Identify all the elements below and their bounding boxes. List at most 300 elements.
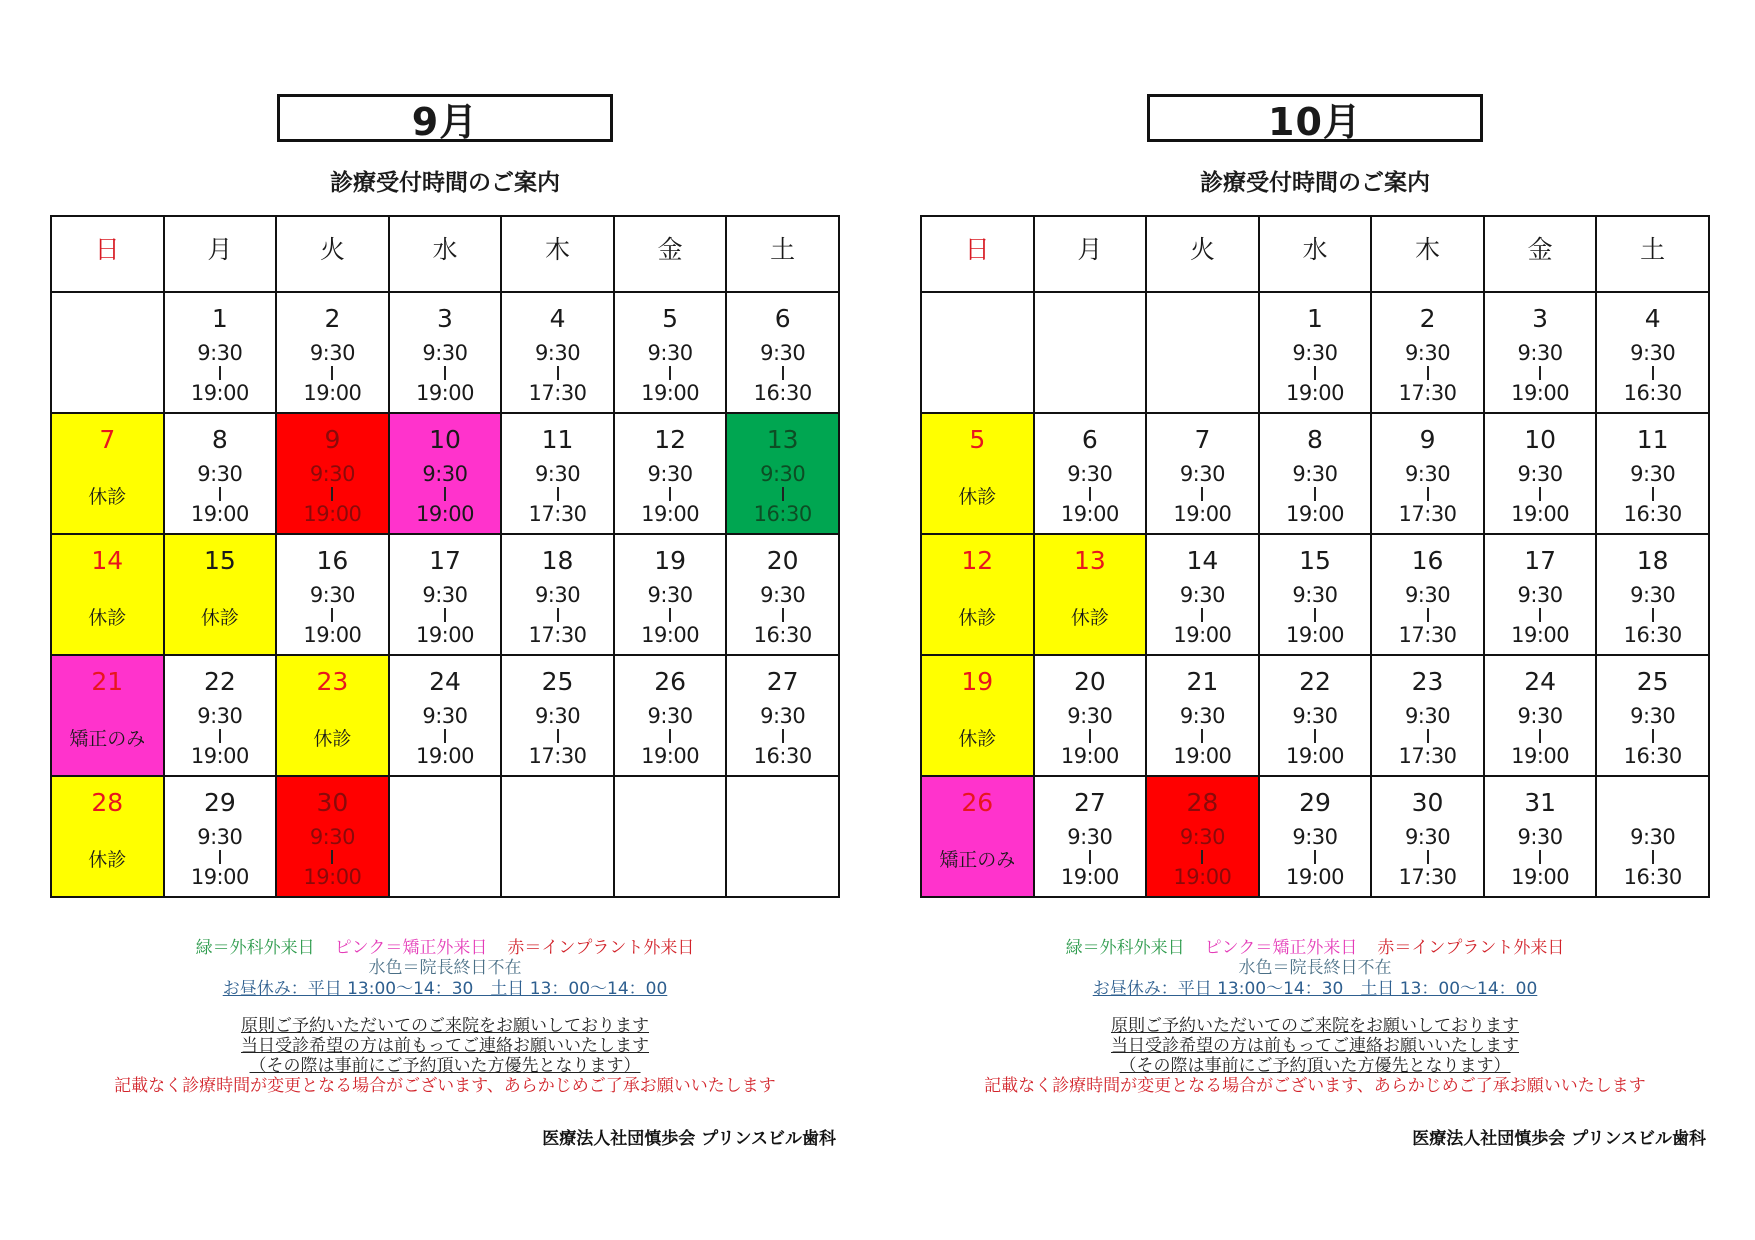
- day-number: 11: [1636, 425, 1669, 454]
- day-number: 27: [1073, 788, 1106, 817]
- open-time: 9:30: [534, 704, 581, 728]
- time-range-separator: [1314, 608, 1316, 622]
- day-cell: [1596, 776, 1709, 897]
- day-cell: [1371, 534, 1484, 655]
- day-cell: [1259, 655, 1372, 776]
- day-cell: [1484, 655, 1597, 776]
- open-time: 9:30: [647, 704, 693, 728]
- close-time: 19:00: [641, 502, 700, 526]
- day-number: 27: [766, 667, 799, 696]
- close-time: 19:00: [1060, 502, 1119, 526]
- day-cell: [51, 413, 164, 534]
- day-number: 6: [1081, 425, 1098, 454]
- day-number: 15: [1299, 546, 1331, 575]
- day-number: 25: [541, 667, 574, 696]
- time-range-separator: [1652, 366, 1654, 380]
- calendar-week-row: [51, 776, 839, 897]
- time-range-separator: [1089, 850, 1091, 864]
- day-number: 17: [429, 546, 461, 575]
- time-range-separator: [219, 729, 221, 743]
- day-cell: [1034, 413, 1147, 534]
- close-time: 19:00: [1173, 865, 1232, 889]
- close-time: 19:00: [641, 744, 700, 768]
- open-time: 9:30: [1630, 825, 1676, 849]
- time-range-separator: [219, 366, 221, 380]
- close-time: 19:00: [415, 623, 474, 647]
- day-cell: [164, 534, 277, 655]
- close-time: 19:00: [1511, 623, 1570, 647]
- close-time: 19:00: [415, 502, 474, 526]
- day-cell: [1371, 776, 1484, 897]
- open-time: 9:30: [1404, 462, 1451, 486]
- close-time: 16:30: [753, 381, 812, 405]
- day-cell: [1484, 776, 1597, 897]
- close-time: 19:00: [303, 865, 362, 889]
- day-cell: [276, 776, 389, 897]
- weekday-header: 水: [1259, 216, 1372, 292]
- open-time: 9:30: [647, 462, 693, 486]
- legend-pink: ピンク＝矯正外来日: [1204, 938, 1358, 958]
- open-time: 9:30: [1517, 825, 1563, 849]
- open-time: 9:30: [1630, 704, 1676, 728]
- close-time: 19:00: [1173, 502, 1232, 526]
- day-number: 10: [429, 425, 461, 454]
- close-time: 19:00: [1285, 381, 1344, 405]
- day-number: 23: [316, 667, 349, 696]
- day-cell: [1146, 534, 1259, 655]
- day-cell: [1371, 413, 1484, 534]
- time-range-separator: [1089, 487, 1091, 501]
- page-subtitle: 診療受付時間のご案内: [330, 170, 560, 196]
- day-cell: [1596, 292, 1709, 413]
- empty-day-cell: [614, 776, 727, 897]
- day-cell: [614, 413, 727, 534]
- day-number: 7: [1194, 425, 1211, 454]
- day-cell: [1484, 292, 1597, 413]
- day-number: 2: [324, 304, 341, 333]
- calendar-table: [50, 215, 840, 898]
- day-cell: [921, 413, 1034, 534]
- day-number: 26: [961, 788, 994, 817]
- open-time: 9:30: [1292, 704, 1338, 728]
- open-time: 9:30: [309, 341, 355, 365]
- weekday-header: 金: [1484, 216, 1597, 292]
- time-range-separator: [669, 608, 671, 622]
- calendar-week-row: [921, 534, 1709, 655]
- calendar-week-row: [921, 292, 1709, 413]
- day-number: 13: [1073, 546, 1106, 575]
- close-time: 19:00: [190, 865, 249, 889]
- day-cell: [164, 413, 277, 534]
- close-time: 19:00: [1511, 381, 1570, 405]
- day-cell: [51, 534, 164, 655]
- open-time: 9:30: [197, 462, 243, 486]
- open-time: 9:30: [197, 341, 243, 365]
- closed-label: 休診: [88, 486, 127, 508]
- close-time: 19:00: [303, 502, 362, 526]
- day-number: 19: [654, 546, 686, 575]
- day-cell: [726, 413, 839, 534]
- closed-label: 矯正のみ: [939, 849, 1016, 871]
- time-range-separator: [557, 608, 559, 622]
- lunch-break-note: お昼休み：平日 13:00～14：30 土日 13：00～14：00: [1092, 979, 1538, 999]
- day-number: 18: [1636, 546, 1669, 575]
- open-time: 9:30: [1292, 462, 1338, 486]
- close-time: 16:30: [1623, 623, 1682, 647]
- day-cell: [614, 655, 727, 776]
- reservation-note: 原則ご予約いただいてのご来院をお願いしております: [241, 1016, 649, 1036]
- day-number: 28: [1186, 788, 1219, 817]
- legend-green: 緑＝外科外来日: [195, 938, 315, 958]
- open-time: 9:30: [1517, 462, 1563, 486]
- day-cell: [1146, 776, 1259, 897]
- time-range-separator: [1201, 729, 1203, 743]
- open-time: 9:30: [1404, 341, 1451, 365]
- day-number: 29: [1299, 788, 1331, 817]
- open-time: 9:30: [1630, 341, 1676, 365]
- day-number: 18: [541, 546, 574, 575]
- day-number: 25: [1636, 667, 1669, 696]
- closed-label: 休診: [958, 486, 997, 508]
- time-range-separator: [219, 487, 221, 501]
- day-number: 29: [203, 788, 236, 817]
- open-time: 9:30: [1179, 825, 1225, 849]
- month-title: 9月: [277, 94, 613, 142]
- weekday-header: 日: [921, 216, 1034, 292]
- close-time: 19:00: [1285, 744, 1344, 768]
- time-range-separator: [444, 608, 446, 622]
- day-cell: [501, 292, 614, 413]
- day-number: 30: [1411, 788, 1444, 817]
- same-day-note: 当日受診希望の方は前もってご連絡お願いいたします: [1111, 1036, 1519, 1056]
- close-time: 19:00: [190, 502, 249, 526]
- weekday-header: 木: [501, 216, 614, 292]
- calendar-panel-october: [920, 0, 1710, 1240]
- open-time: 9:30: [197, 704, 243, 728]
- empty-day-cell: [726, 776, 839, 897]
- close-time: 19:00: [641, 623, 700, 647]
- month-title: 10月: [1147, 94, 1483, 142]
- close-time: 17:30: [1398, 623, 1457, 647]
- open-time: 9:30: [309, 462, 355, 486]
- change-warning: 記載なく診療時間が変更となる場合がございます、あらかじめご了承お願いいたします: [114, 1076, 776, 1096]
- empty-day-cell: [1146, 292, 1259, 413]
- day-cell: [276, 655, 389, 776]
- time-range-separator: [669, 487, 671, 501]
- day-number: 16: [1411, 546, 1444, 575]
- clinic-name: 医療法人社団慎歩会 プリンスビル歯科: [1412, 1129, 1706, 1149]
- close-time: 19:00: [415, 381, 474, 405]
- day-number: 20: [766, 546, 799, 575]
- day-number: 7: [99, 425, 116, 454]
- day-number: 9: [324, 425, 341, 454]
- calendar-panel-september: [50, 0, 840, 1240]
- day-number: 9: [1419, 425, 1436, 454]
- open-time: 9:30: [1517, 583, 1563, 607]
- day-cell: [1371, 655, 1484, 776]
- day-cell: [1034, 655, 1147, 776]
- day-cell: [1596, 534, 1709, 655]
- open-time: 9:30: [1404, 825, 1451, 849]
- open-time: 9:30: [534, 462, 581, 486]
- weekday-header: 木: [1371, 216, 1484, 292]
- color-legend: [920, 938, 1710, 958]
- time-range-separator: [1539, 366, 1541, 380]
- day-cell: [389, 655, 502, 776]
- close-time: 16:30: [753, 502, 812, 526]
- calendar-table: [920, 215, 1710, 898]
- close-time: 19:00: [1511, 865, 1570, 889]
- day-cell: [164, 292, 277, 413]
- time-range-separator: [782, 729, 784, 743]
- day-cell: [501, 655, 614, 776]
- day-cell: [276, 534, 389, 655]
- legend-red: 赤＝インプラント外来日: [507, 938, 695, 958]
- close-time: 19:00: [1511, 744, 1570, 768]
- weekday-header: 月: [1034, 216, 1147, 292]
- calendar-week-row: [51, 655, 839, 776]
- time-range-separator: [219, 850, 221, 864]
- close-time: 19:00: [1285, 623, 1344, 647]
- day-number: 30: [316, 788, 349, 817]
- day-cell: [921, 776, 1034, 897]
- day-number: 14: [91, 546, 124, 575]
- day-number: 3: [1532, 304, 1549, 333]
- time-range-separator: [557, 366, 559, 380]
- time-range-separator: [669, 366, 671, 380]
- calendar-week-row: [51, 413, 839, 534]
- page-subtitle: 診療受付時間のご案内: [1200, 170, 1430, 196]
- time-range-separator: [669, 729, 671, 743]
- open-time: 9:30: [1292, 341, 1338, 365]
- close-time: 17:30: [528, 502, 587, 526]
- time-range-separator: [1314, 366, 1316, 380]
- open-time: 9:30: [1067, 704, 1113, 728]
- open-time: 9:30: [1179, 583, 1225, 607]
- day-number: 12: [654, 425, 686, 454]
- legend-pink: ピンク＝矯正外来日: [334, 938, 488, 958]
- day-number: 6: [774, 304, 791, 333]
- day-cell: [1596, 413, 1709, 534]
- notes-block: [50, 938, 840, 1096]
- notes-block: [920, 938, 1710, 1096]
- close-time: 16:30: [1623, 502, 1682, 526]
- day-cell: [1259, 413, 1372, 534]
- day-number: 26: [654, 667, 686, 696]
- day-cell: [276, 292, 389, 413]
- time-range-separator: [1427, 608, 1429, 622]
- day-number: 31: [1524, 788, 1556, 817]
- day-cell: [1146, 655, 1259, 776]
- close-time: 17:30: [1398, 381, 1457, 405]
- time-range-separator: [782, 487, 784, 501]
- time-range-separator: [1539, 729, 1541, 743]
- day-number: 8: [211, 425, 228, 454]
- day-number: 24: [1524, 667, 1556, 696]
- calendar-week-row: [921, 655, 1709, 776]
- day-cell: [614, 292, 727, 413]
- weekday-header: 月: [164, 216, 277, 292]
- open-time: 9:30: [760, 462, 806, 486]
- weekday-header: 日: [51, 216, 164, 292]
- day-number: 22: [1299, 667, 1331, 696]
- open-time: 9:30: [647, 583, 693, 607]
- day-number: 1: [1307, 304, 1323, 333]
- day-number: 8: [1307, 425, 1323, 454]
- day-number: 24: [429, 667, 461, 696]
- closed-label: 矯正のみ: [69, 728, 146, 750]
- time-range-separator: [1427, 487, 1429, 501]
- open-time: 9:30: [760, 583, 806, 607]
- close-time: 16:30: [753, 744, 812, 768]
- day-number: 11: [541, 425, 574, 454]
- lunch-break-note: お昼休み：平日 13:00～14：30 土日 13：00～14：00: [222, 979, 668, 999]
- legend-green: 緑＝外科外来日: [1065, 938, 1185, 958]
- day-cell: [51, 655, 164, 776]
- close-time: 19:00: [1173, 744, 1232, 768]
- day-number: 2: [1419, 304, 1436, 333]
- legend-aqua: 水色＝院長終日不在: [368, 958, 522, 978]
- day-number: 21: [91, 667, 124, 696]
- open-time: 9:30: [1517, 704, 1563, 728]
- day-number: 3: [437, 304, 453, 333]
- day-number: 14: [1186, 546, 1219, 575]
- day-cell: [1484, 413, 1597, 534]
- time-range-separator: [444, 366, 446, 380]
- day-number: 23: [1411, 667, 1444, 696]
- empty-day-cell: [51, 292, 164, 413]
- day-cell: [1259, 776, 1372, 897]
- time-range-separator: [1314, 850, 1316, 864]
- open-time: 9:30: [1404, 704, 1451, 728]
- close-time: 17:30: [1398, 502, 1457, 526]
- close-time: 19:00: [415, 744, 474, 768]
- day-cell: [1371, 292, 1484, 413]
- priority-note: （その際は事前にご予約頂いた方優先となります）: [1119, 1056, 1511, 1076]
- day-number: 4: [549, 304, 566, 333]
- reservation-note: 原則ご予約いただいてのご来院をお願いしております: [1111, 1016, 1519, 1036]
- day-number: 28: [91, 788, 124, 817]
- day-number: [1597, 777, 1708, 815]
- open-time: 9:30: [1292, 825, 1338, 849]
- day-cell: [921, 534, 1034, 655]
- open-time: 9:30: [1179, 462, 1225, 486]
- time-range-separator: [331, 366, 333, 380]
- day-number: 19: [961, 667, 994, 696]
- close-time: 19:00: [190, 381, 249, 405]
- open-time: 9:30: [1630, 583, 1676, 607]
- time-range-separator: [331, 850, 333, 864]
- weekday-header: 金: [614, 216, 727, 292]
- time-range-separator: [1652, 729, 1654, 743]
- day-cell: [1034, 776, 1147, 897]
- clinic-name: 医療法人社団慎歩会 プリンスビル歯科: [542, 1129, 836, 1149]
- day-number: 5: [662, 304, 679, 333]
- day-cell: [389, 534, 502, 655]
- close-time: 17:30: [1398, 865, 1457, 889]
- open-time: 9:30: [422, 704, 468, 728]
- calendar-week-row: [921, 413, 1709, 534]
- day-cell: [726, 655, 839, 776]
- closed-label: 休診: [200, 607, 239, 629]
- day-number: 22: [203, 667, 236, 696]
- day-cell: [389, 292, 502, 413]
- time-range-separator: [444, 729, 446, 743]
- time-range-separator: [1427, 850, 1429, 864]
- empty-day-cell: [921, 292, 1034, 413]
- close-time: 19:00: [190, 744, 249, 768]
- close-time: 19:00: [303, 623, 362, 647]
- open-time: 9:30: [1067, 825, 1113, 849]
- time-range-separator: [557, 487, 559, 501]
- time-range-separator: [1539, 487, 1541, 501]
- day-cell: [1484, 534, 1597, 655]
- day-cell: [164, 776, 277, 897]
- day-cell: [1146, 413, 1259, 534]
- day-number: 15: [203, 546, 236, 575]
- day-number: 13: [766, 425, 799, 454]
- time-range-separator: [1427, 729, 1429, 743]
- close-time: 19:00: [1060, 744, 1119, 768]
- closed-label: 休診: [1070, 607, 1109, 629]
- day-cell: [276, 413, 389, 534]
- close-time: 16:30: [1623, 381, 1682, 405]
- close-time: 19:00: [1285, 865, 1344, 889]
- open-time: 9:30: [1517, 341, 1563, 365]
- open-time: 9:30: [422, 583, 468, 607]
- change-warning: 記載なく診療時間が変更となる場合がございます、あらかじめご了承お願いいたします: [984, 1076, 1646, 1096]
- day-number: 4: [1644, 304, 1661, 333]
- time-range-separator: [557, 729, 559, 743]
- day-number: 5: [969, 425, 986, 454]
- day-cell: [614, 534, 727, 655]
- close-time: 16:30: [1623, 865, 1682, 889]
- time-range-separator: [1201, 608, 1203, 622]
- calendar-week-row: [51, 534, 839, 655]
- open-time: 9:30: [647, 341, 693, 365]
- open-time: 9:30: [422, 462, 468, 486]
- close-time: 17:30: [528, 623, 587, 647]
- close-time: 17:30: [528, 381, 587, 405]
- day-cell: [501, 534, 614, 655]
- open-time: 9:30: [309, 825, 355, 849]
- day-number: 16: [316, 546, 349, 575]
- open-time: 9:30: [1292, 583, 1338, 607]
- legend-red: 赤＝インプラント外来日: [1377, 938, 1565, 958]
- empty-day-cell: [501, 776, 614, 897]
- empty-day-cell: [389, 776, 502, 897]
- day-cell: [501, 413, 614, 534]
- day-cell: [921, 655, 1034, 776]
- day-number: 12: [961, 546, 994, 575]
- open-time: 9:30: [422, 341, 468, 365]
- day-cell: [389, 413, 502, 534]
- close-time: 19:00: [641, 381, 700, 405]
- time-range-separator: [782, 366, 784, 380]
- time-range-separator: [1539, 850, 1541, 864]
- close-time: 16:30: [753, 623, 812, 647]
- closed-label: 休診: [313, 728, 352, 750]
- close-time: 19:00: [1511, 502, 1570, 526]
- legend-aqua: 水色＝院長終日不在: [1238, 958, 1392, 978]
- close-time: 19:00: [1285, 502, 1344, 526]
- close-time: 19:00: [1173, 623, 1232, 647]
- same-day-note: 当日受診希望の方は前もってご連絡お願いいたします: [241, 1036, 649, 1056]
- calendar-week-row: [921, 776, 1709, 897]
- day-cell: [726, 292, 839, 413]
- day-number: 17: [1524, 546, 1556, 575]
- weekday-header: 土: [1596, 216, 1709, 292]
